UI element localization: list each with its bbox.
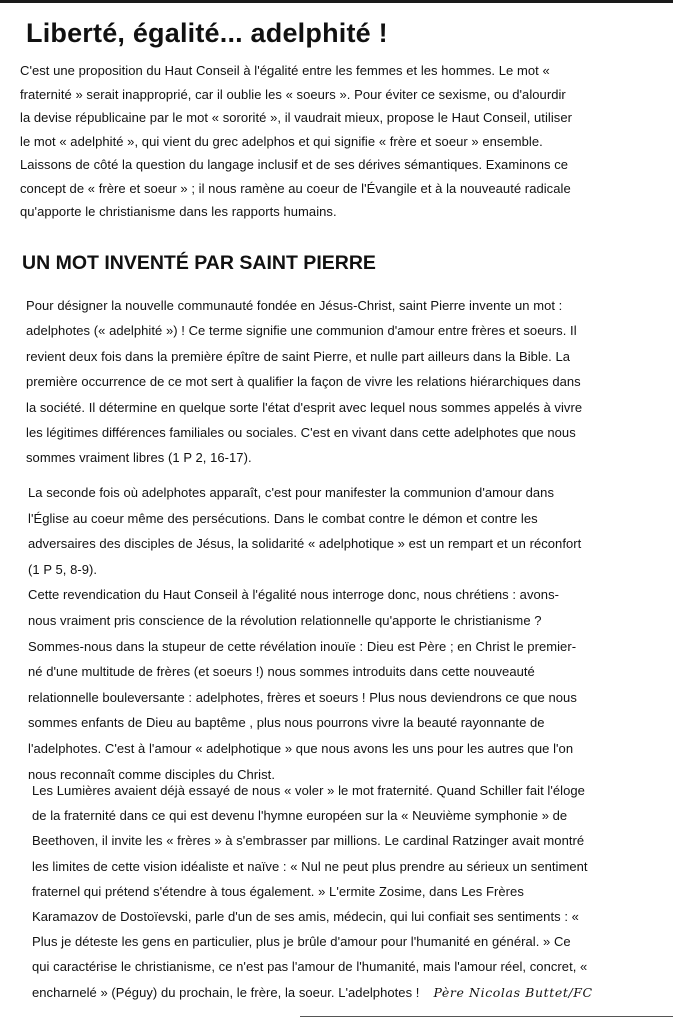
intro-paragraph xyxy=(20,59,572,224)
text-line: fraternel qui prétend s'étendre à tous également. » L'ermite Zosime, dans Les Frères xyxy=(32,883,524,899)
page-title: Liberté, égalité... adelphité ! xyxy=(26,18,388,48)
text-line: sommes vraiment libres (1 P 2, 16-17). xyxy=(26,450,252,466)
text-line: adversaires des disciples de Jésus, la solidarité « adelphotique » est un rempart et un réconfort xyxy=(28,536,582,552)
text-line: l'Église au coeur même des persécutions. Dans le combat contre le démon et contre les xyxy=(28,510,538,526)
text-line: La seconde fois où adelphotes apparaît, c'est pour manifester la communion d'amour dans xyxy=(28,485,555,500)
text-line xyxy=(32,980,593,1005)
text-line: la devise républicaine par le mot « sororité », il vaudrait mieux, propose le Haut Conseil, utiliser xyxy=(20,110,572,125)
text-line: qui caractérise le christianisme, ce n'est pas l'amour de l'humanité, mais l'amour réel, concret, « xyxy=(32,959,588,975)
author-signature: Père Nicolas Buttet/FC xyxy=(433,984,593,1000)
text-line: qu'apporte le christianisme dans les rapports humains. xyxy=(20,204,337,219)
text-line: Karamazov de Dostoïevski, parle d'un de ses amis, médecin, qui lui confiait ses sentiments : « xyxy=(32,909,579,925)
text-line: première occurrence de ce mot sert à qualifier la façon de vivre les relations hiérarchiques dans xyxy=(26,374,581,390)
text-line: de la fraternité dans ce qui est devenu l'hymne européen sur la « Neuvième symphonie » de xyxy=(32,808,568,824)
text-line: C'est une proposition du Haut Conseil à l'égalité entre les femmes et les hommes. Le mot « xyxy=(20,63,550,78)
text-line: concept de « frère et soeur » ; il nous ramène au coeur de l'Évangile et à la nouveauté radicale xyxy=(20,180,571,196)
text-line: revient deux fois dans la première épître de saint Pierre, et nulle part ailleurs dans la Bible. La xyxy=(26,348,571,364)
text-line: fraternité » serait inapproprié, car il oublie les « soeurs ». Pour éviter ce sexisme, ou d'alourdir xyxy=(20,86,566,102)
body-paragraph-3 xyxy=(32,778,593,1005)
text-line: la société. Il détermine en quelque sorte l'état d'esprit avec lequel nous sommes appelés à vivre xyxy=(26,399,583,415)
final-line-text: encharnelé » (Péguy) du prochain, le frère, la soeur. L'adelphotes ! xyxy=(32,984,420,1000)
text-line: relationnelle bouleversante : adelphotes, frères et soeurs ! Plus nous deviendrons ce que nous xyxy=(28,689,577,705)
text-line: Les Lumières avaient déjà essayé de nous « voler » le mot fraternité. Quand Schiller fait l'éloge xyxy=(32,783,585,798)
body-paragraph-2 xyxy=(28,480,581,787)
text-line: adelphotes (« adelphité ») ! Ce terme signifie une communion d'amour entre frères et soeurs. Il xyxy=(26,323,577,339)
bottom-rule xyxy=(300,1016,673,1017)
text-line: les limites de cette vision idéaliste et naïve : « Nul ne peut plus prendre au sérieux un sentiment xyxy=(32,858,588,874)
text-line: Pour désigner la nouvelle communauté fondée en Jésus-Christ, saint Pierre invente un mot : xyxy=(26,298,563,313)
section-heading: UN MOT INVENTÉ PAR SAINT PIERRE xyxy=(22,252,376,274)
text-line: (1 P 5, 8-9). xyxy=(28,561,98,577)
text-line: Sommes-nous dans la stupeur de cette révélation inouïe : Dieu est Père ; en Christ le premier- xyxy=(28,638,577,654)
body-paragraph-1 xyxy=(26,293,582,471)
text-line: le mot « adelphité », qui vient du grec adelphos et qui signifie « frère et soeur » ensemble. xyxy=(20,133,543,149)
text-line: nous reconnaît comme disciples du Christ. xyxy=(28,766,275,782)
text-line: Laissons de côté la question du langage inclusif et de ses dérives sémantiques. Examinons ce xyxy=(20,157,569,172)
text-line: sommes enfants de Dieu au baptême , plus nous pourrons vivre la beauté rayonnante de xyxy=(28,715,545,731)
text-line: nous vraiment pris conscience de la révolution relationnelle qu'apporte le christianisme ? xyxy=(28,612,542,628)
text-line: l'adelphotes. C'est à l'amour « adelphotique » que nous avons les uns pour les autres que l'on xyxy=(28,740,574,756)
top-rule xyxy=(0,0,673,3)
text-line: Cette revendication du Haut Conseil à l'égalité nous interroge donc, nous chrétiens : avons- xyxy=(28,587,560,603)
text-line: né d'une multitude de frères (et soeurs !) nous sommes introduits dans cette nouveauté xyxy=(28,664,535,680)
text-line: Plus je déteste les gens en particulier, plus je brûle d'amour pour l'humanité en général. » Ce xyxy=(32,934,571,950)
text-line: les légitimes différences familiales ou sociales. C'est en vivant dans cette adelphotes que nous xyxy=(26,425,576,441)
text-line: Beethoven, il invite les « frères » à s'embrasser par millions. Le cardinal Ratzinger avait montré xyxy=(32,833,585,849)
